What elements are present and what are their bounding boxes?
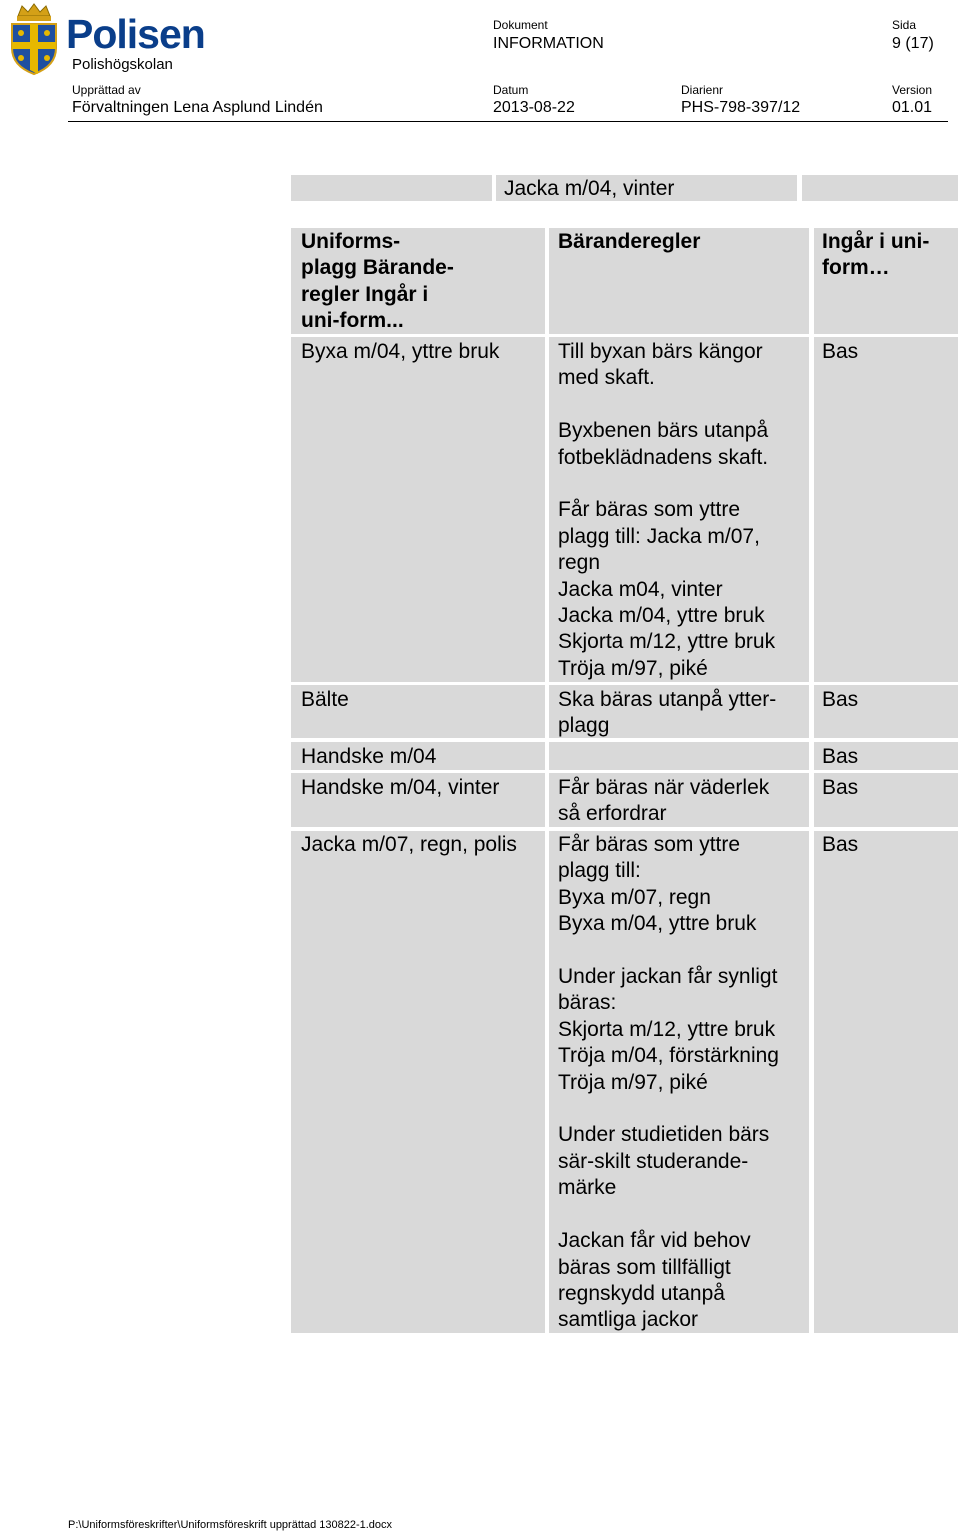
title-row-cell-right — [802, 175, 958, 201]
document-value: INFORMATION — [493, 35, 604, 52]
reg-label: Diarienr — [681, 83, 724, 97]
date-label: Datum — [493, 83, 529, 97]
title-row-cell-left — [291, 175, 492, 201]
row3-garment: Handske m/04 — [301, 745, 437, 768]
organization-name: Polishögskolan — [72, 56, 173, 73]
row2-rules: Ska bäras utanpå ytter- plagg — [558, 688, 777, 738]
document-label: Dokument — [493, 18, 548, 32]
head-incl-label: Ingår i uni- form… — [822, 230, 930, 280]
version-value: 01.01 — [892, 99, 933, 116]
row4-rules: Får bäras när väderlek så erfordrar — [558, 776, 770, 826]
row3-incl: Bas — [822, 745, 859, 768]
police-crest-icon — [4, 2, 64, 76]
date-value: 2013-08-22 — [493, 99, 575, 116]
author-value: Förvaltningen Lena Asplund Lindén — [72, 99, 323, 116]
row5-garment: Jacka m/07, regn, polis — [301, 833, 517, 856]
row1-incl-cell — [814, 337, 958, 682]
row2-garment: Bälte — [301, 688, 349, 711]
version-label: Version — [892, 83, 933, 97]
head-rules-label: Bäranderegler — [558, 230, 701, 253]
logo-text: Polisen — [66, 11, 205, 57]
section-title: Jacka m/04, vinter — [504, 177, 675, 200]
row1-incl: Bas — [822, 340, 859, 363]
row4-incl: Bas — [822, 776, 859, 799]
page-value: 9 (17) — [892, 35, 934, 52]
row5-rules: Får bäras som yttre plagg till: Byxa m/07, regn Byxa m/04, yttre bruk Under jackan får synligt bäras: Skjorta m/12, yttre bruk Tröja m/04, förstärkning Tröja m/97, piké Under studietiden bärs sär-skilt studerande- märke Jackan får vid behov bäras som tillfälligt regnskydd utanpå samtliga jackor — [558, 833, 779, 1332]
row5-incl-cell — [814, 831, 958, 1333]
head-garment-label: Uniforms- plagg Bärande- regler Ingår i uni-form... — [301, 230, 454, 333]
row1-garment: Byxa m/04, yttre bruk — [301, 340, 500, 363]
row2-incl: Bas — [822, 688, 859, 711]
row1-garment-cell — [291, 337, 545, 682]
row5-incl: Bas — [822, 833, 859, 856]
author-label: Upprättad av — [72, 83, 141, 97]
row4-garment: Handske m/04, vinter — [301, 776, 500, 799]
row1-rules: Till byxan bärs kängor med skaft. Byxbenen bärs utanpå fotbeklädnadens skaft. Får bäras som yttre plagg till: Jacka m/07, regn Jacka m04, vinter Jacka m/04, yttre bruk Skjorta m/12, yttre bruk Tröja m/97, piké — [558, 340, 776, 680]
footer-file-path: P:\Uniformsföreskrifter\Uniformsföreskrift upprättad 130822-1.docx — [68, 1519, 393, 1531]
row5-garment-cell — [291, 831, 545, 1333]
row3-rules-cell — [549, 742, 809, 770]
reg-value: PHS-798-397/12 — [681, 99, 801, 116]
header-rule — [68, 121, 948, 122]
page-label: Sida — [892, 18, 917, 32]
